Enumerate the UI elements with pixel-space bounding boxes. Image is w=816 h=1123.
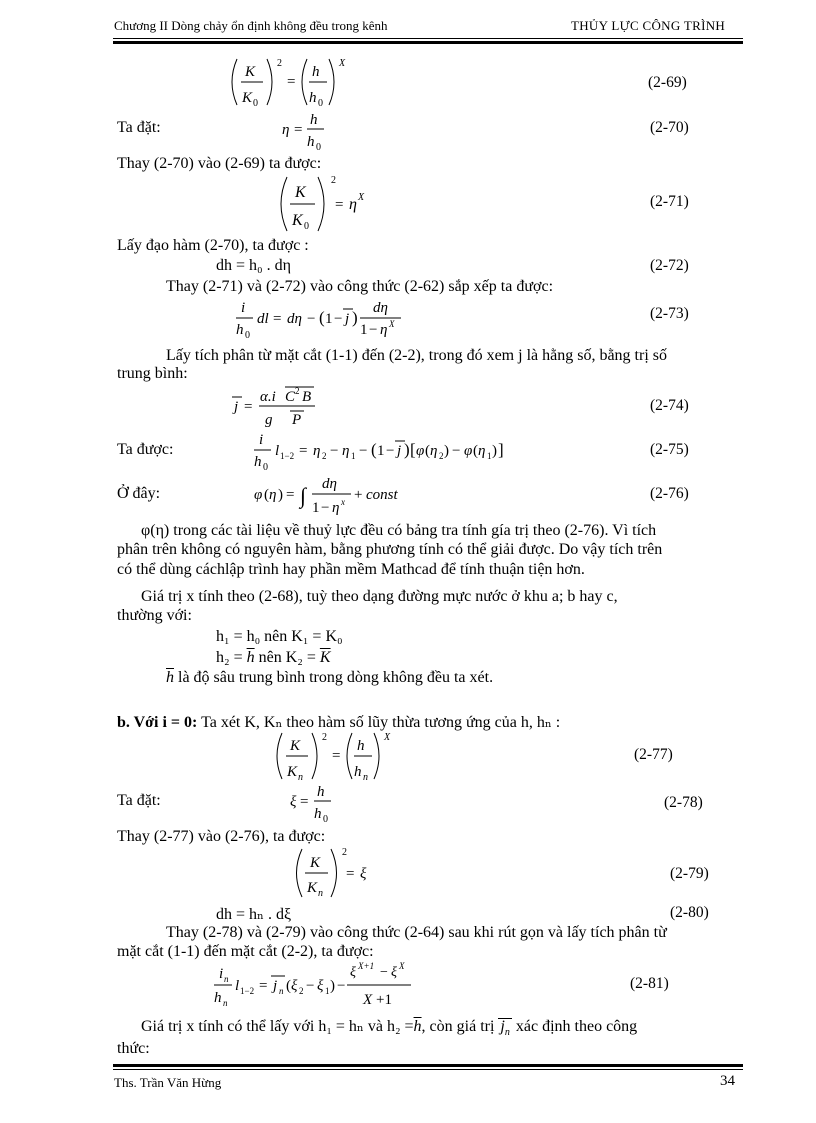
equation-2-73 bbox=[235, 296, 435, 340]
svg-text:dη: dη bbox=[287, 311, 302, 327]
svg-text:h: h bbox=[310, 112, 318, 128]
svg-text:=: = bbox=[259, 978, 268, 994]
svg-text:n: n bbox=[279, 986, 284, 996]
equation-2-77 bbox=[270, 728, 400, 784]
text-line: Thay (2-77) vào (2-76), ta được: bbox=[117, 828, 326, 845]
svg-text:i: i bbox=[259, 432, 264, 448]
svg-text:h: h bbox=[317, 784, 325, 800]
svg-text:n: n bbox=[224, 974, 229, 984]
svg-text:η: η bbox=[478, 443, 486, 459]
svg-text:=: = bbox=[335, 197, 344, 213]
svg-text:(: ( bbox=[425, 443, 430, 459]
svg-text:=: = bbox=[244, 399, 253, 415]
text-line: Thay (2-71) và (2-72) vào công thức (2-62) sắp xếp ta được: bbox=[166, 278, 554, 295]
svg-text:g: g bbox=[265, 412, 273, 428]
paragraph-line: phân trên không có nguyên hàm, bằng phương tính có thể giải được. Do vậy tích trên bbox=[117, 541, 663, 558]
svg-text:0: 0 bbox=[316, 142, 321, 153]
svg-text:h: h bbox=[357, 738, 365, 754]
svg-text:): ) bbox=[352, 308, 358, 327]
case-line-2 bbox=[216, 649, 331, 667]
header-rule-thick bbox=[113, 41, 743, 44]
svg-text:−: − bbox=[330, 443, 339, 459]
svg-text:2: 2 bbox=[342, 847, 347, 858]
svg-text:X: X bbox=[358, 192, 365, 203]
svg-text:n: n bbox=[318, 888, 323, 899]
svg-text:x: x bbox=[341, 497, 345, 507]
ta-dat-label: Ta đặt: bbox=[117, 792, 161, 809]
header-chapter-title: Chương II Dòng chảy ổn định không đều trong kênh bbox=[114, 18, 388, 33]
svg-text:h: h bbox=[254, 454, 262, 470]
paragraph-line: Giá trị x tính theo (2-68), tuỳ theo dạng đường mực nước ở khu a; b hay c, bbox=[141, 588, 618, 605]
svg-text:η: η bbox=[313, 443, 321, 459]
svg-text:n: n bbox=[223, 998, 228, 1008]
svg-text:): ) bbox=[278, 487, 283, 503]
svg-text:η: η bbox=[332, 500, 340, 516]
eq-number-2-72: (2-72) bbox=[650, 257, 689, 274]
svg-text:1: 1 bbox=[377, 443, 385, 459]
svg-text:K: K bbox=[310, 855, 321, 871]
svg-text:2: 2 bbox=[331, 175, 336, 186]
svg-text:X: X bbox=[384, 732, 391, 743]
text-line: Thay (2-70) vào (2-69) ta được: bbox=[117, 155, 322, 172]
case-2-lhs: h₂ = bbox=[216, 649, 247, 666]
svg-text:X: X bbox=[389, 319, 395, 329]
text-line: Lấy đạo hàm (2-70), ta được : bbox=[117, 237, 309, 254]
svg-text:h: h bbox=[314, 806, 322, 822]
svg-text:=: = bbox=[346, 866, 355, 882]
svg-text:1: 1 bbox=[312, 500, 320, 516]
h-bar-symbol: $\overline{h}$ bbox=[166, 669, 174, 686]
svg-text:0: 0 bbox=[318, 98, 323, 109]
text-line: Lấy tích phân từ mặt cắt (1-1) đến (2-2), trong đó xem j là hằng số, bằng trị số bbox=[166, 347, 667, 364]
svg-text:−: − bbox=[307, 311, 316, 327]
svg-text:(: ( bbox=[371, 440, 377, 459]
svg-text:h: h bbox=[309, 90, 317, 106]
header-book-title: THỦY LỰC CÔNG TRÌNH bbox=[571, 18, 726, 33]
eq-number-2-78: (2-78) bbox=[664, 794, 703, 811]
svg-text:h: h bbox=[236, 322, 244, 338]
svg-text:K: K bbox=[307, 880, 318, 896]
footer-rule-thin bbox=[113, 1069, 743, 1070]
svg-text:j: j bbox=[234, 399, 239, 415]
equation-2-81 bbox=[213, 960, 423, 1010]
svg-text:−: − bbox=[452, 443, 461, 459]
svg-text:φ: φ bbox=[254, 487, 263, 503]
svg-text:1: 1 bbox=[351, 451, 356, 461]
svg-text:j: j bbox=[273, 978, 278, 994]
svg-text:0: 0 bbox=[304, 221, 309, 232]
svg-text:η: η bbox=[430, 443, 438, 459]
svg-text:h: h bbox=[354, 764, 362, 780]
eq-number-2-69: (2-69) bbox=[648, 74, 687, 91]
svg-text:): ) bbox=[330, 978, 335, 994]
svg-text:const: const bbox=[366, 487, 398, 503]
svg-text:∫: ∫ bbox=[300, 483, 307, 508]
svg-text:2: 2 bbox=[295, 386, 300, 396]
eq-number-2-74: (2-74) bbox=[650, 397, 689, 414]
svg-text:2: 2 bbox=[322, 451, 327, 461]
hbar-note bbox=[166, 669, 493, 687]
svg-text:=: = bbox=[299, 443, 308, 459]
svg-text:1−2: 1−2 bbox=[240, 986, 255, 996]
equation-2-78 bbox=[288, 778, 338, 828]
svg-text:(: ( bbox=[264, 487, 269, 503]
svg-text:φ: φ bbox=[464, 443, 473, 459]
svg-text:−: − bbox=[386, 443, 395, 459]
svg-text:B: B bbox=[302, 389, 312, 405]
svg-text:1−2: 1−2 bbox=[280, 451, 295, 461]
last-line-part-3: xác định theo công bbox=[511, 1018, 638, 1035]
svg-text:i: i bbox=[219, 966, 224, 982]
jn-bar-symbol: $j_n$ bbox=[500, 1018, 510, 1039]
section-b-title: b. Với i = 0: bbox=[117, 714, 198, 731]
svg-text:0: 0 bbox=[263, 462, 268, 473]
svg-text:K: K bbox=[287, 764, 298, 780]
svg-text:−: − bbox=[380, 965, 388, 980]
svg-text:η: η bbox=[342, 443, 350, 459]
svg-text:−: − bbox=[306, 978, 315, 994]
eq-number-2-75: (2-75) bbox=[650, 441, 689, 458]
equation-2-70 bbox=[280, 106, 330, 156]
svg-text:(: ( bbox=[473, 443, 478, 459]
eq-number-2-70: (2-70) bbox=[650, 119, 689, 136]
o-day-label: Ở đây: bbox=[117, 485, 161, 502]
paragraph-line: thức: bbox=[117, 1040, 150, 1057]
svg-text:=: = bbox=[300, 794, 309, 810]
h-bar-symbol: $\overline{h}$ bbox=[246, 649, 255, 666]
eq-number-2-73: (2-73) bbox=[650, 305, 689, 322]
svg-text:1: 1 bbox=[325, 986, 330, 996]
svg-text:[: [ bbox=[410, 440, 416, 459]
svg-text:=: = bbox=[294, 122, 303, 138]
page-number: 34 bbox=[720, 1073, 735, 1089]
svg-text:=: = bbox=[332, 748, 341, 764]
svg-text:η: η bbox=[380, 322, 388, 338]
equation-2-75 bbox=[253, 428, 523, 474]
hbar-note-text: là độ sâu trung bình trong dòng không đều ta xét. bbox=[174, 669, 494, 686]
text-line: trung bình: bbox=[117, 365, 188, 382]
svg-text:): ) bbox=[444, 443, 449, 459]
svg-text:−: − bbox=[321, 500, 330, 516]
svg-text:X: X bbox=[399, 961, 405, 971]
eq-number-2-79: (2-79) bbox=[670, 865, 709, 882]
svg-text:h: h bbox=[214, 990, 222, 1006]
h-bar-symbol: $\overline{h}$ bbox=[413, 1018, 422, 1035]
equation-2-79 bbox=[290, 844, 370, 902]
svg-text:n: n bbox=[363, 772, 368, 783]
svg-text:h: h bbox=[307, 134, 315, 150]
svg-text:): ) bbox=[404, 440, 410, 459]
paragraph-line bbox=[141, 1016, 637, 1040]
last-line-part-1: Giá trị x tính có thể lấy với h₁ = hₙ và h₂ = bbox=[141, 1018, 414, 1035]
paragraph-line: φ(η) trong các tài liệu về thuỷ lực đều có bảng tra tính gía trị theo (2-76). Vì tích bbox=[141, 522, 657, 539]
svg-text:η: η bbox=[349, 196, 357, 213]
svg-text:n: n bbox=[298, 772, 303, 783]
svg-text:dl: dl bbox=[257, 311, 269, 327]
svg-text:C: C bbox=[285, 389, 296, 405]
svg-text:ξ: ξ bbox=[317, 978, 324, 994]
paragraph-line: Thay (2-78) và (2-79) vào công thức (2-64) sau khi rút gọn và lấy tích phân từ bbox=[166, 924, 667, 941]
equation-2-76 bbox=[254, 470, 424, 518]
svg-text:X: X bbox=[363, 992, 373, 1008]
footer-author: Ths. Trần Văn Hừng bbox=[114, 1075, 222, 1090]
svg-text:2: 2 bbox=[322, 732, 327, 743]
svg-text:j: j bbox=[397, 443, 402, 459]
svg-text:η: η bbox=[282, 122, 290, 138]
svg-text:2: 2 bbox=[299, 986, 304, 996]
eq-number-2-77: (2-77) bbox=[634, 746, 673, 763]
svg-text:K: K bbox=[292, 212, 303, 229]
svg-text:l: l bbox=[275, 443, 280, 459]
k-bar-symbol: $\overline{K}$ bbox=[319, 649, 331, 666]
svg-text:i: i bbox=[241, 300, 246, 316]
svg-text:(: ( bbox=[319, 308, 325, 327]
paragraph-line: có thể dùng cáchlập trình hay phần mềm Mathcad để tính thuận tiện hơn. bbox=[117, 561, 585, 578]
paragraph-line: mặt cắt (1-1) đến mặt cắt (2-2), ta được: bbox=[117, 943, 374, 960]
equation-2-80: dh = hₙ . dξ bbox=[216, 906, 292, 923]
svg-text:X: X bbox=[339, 58, 346, 69]
svg-text:]: ] bbox=[498, 440, 504, 459]
svg-text:1: 1 bbox=[487, 451, 492, 461]
svg-text:−: − bbox=[334, 311, 343, 327]
svg-text:ξ: ξ bbox=[360, 866, 367, 882]
svg-text:=: = bbox=[287, 74, 296, 90]
svg-text:0: 0 bbox=[323, 814, 328, 825]
svg-text:K: K bbox=[290, 738, 301, 754]
svg-text:h: h bbox=[312, 64, 320, 80]
case-2-mid: nên K₂ = bbox=[254, 649, 320, 666]
equation-2-69 bbox=[225, 54, 355, 110]
svg-text:α.i: α.i bbox=[260, 389, 276, 405]
svg-text:ξ: ξ bbox=[290, 794, 297, 810]
last-line-part-2: , còn giá trị bbox=[421, 1018, 495, 1035]
svg-text:1: 1 bbox=[360, 322, 368, 338]
eq-number-2-76: (2-76) bbox=[650, 485, 689, 502]
svg-text:0: 0 bbox=[253, 98, 258, 109]
svg-text:l: l bbox=[235, 978, 240, 994]
section-b-text: Ta xét K, Kₙ theo hàm số lũy thừa tương ứng của h, hₙ : bbox=[197, 714, 561, 731]
svg-text:ξ: ξ bbox=[391, 965, 397, 980]
svg-text:2: 2 bbox=[277, 58, 282, 69]
svg-text:K: K bbox=[242, 90, 253, 106]
svg-text:η: η bbox=[269, 487, 277, 503]
svg-text:+: + bbox=[354, 487, 363, 503]
eq-number-2-81: (2-81) bbox=[630, 975, 669, 992]
svg-text:+1: +1 bbox=[376, 992, 392, 1008]
ta-duoc-label: Ta được: bbox=[117, 441, 174, 458]
svg-text:2: 2 bbox=[439, 451, 444, 461]
svg-text:0: 0 bbox=[245, 330, 250, 340]
svg-text:K: K bbox=[295, 184, 306, 201]
eq-number-2-80: (2-80) bbox=[670, 904, 709, 921]
svg-text:dη: dη bbox=[373, 300, 388, 316]
eq-number-2-71: (2-71) bbox=[650, 193, 689, 210]
svg-text:X+1: X+1 bbox=[358, 961, 375, 971]
svg-text:ξ: ξ bbox=[350, 965, 356, 980]
case-line-1: h₁ = h₀ nên K₁ = K₀ bbox=[216, 628, 343, 645]
svg-text:(: ( bbox=[286, 978, 291, 994]
header-rule-thin bbox=[113, 38, 743, 39]
svg-text:=: = bbox=[286, 487, 295, 503]
equation-2-74 bbox=[232, 383, 332, 429]
equation-2-72: dh = h₀ . dη bbox=[216, 257, 291, 274]
svg-text:K: K bbox=[245, 64, 256, 80]
equation-2-71 bbox=[275, 172, 375, 236]
svg-text:ξ: ξ bbox=[291, 978, 298, 994]
svg-text:−: − bbox=[369, 322, 378, 338]
svg-text:): ) bbox=[492, 443, 497, 459]
svg-text:1: 1 bbox=[325, 311, 333, 327]
svg-text:φ: φ bbox=[416, 443, 425, 459]
ta-dat-label: Ta đặt: bbox=[117, 119, 161, 136]
paragraph-line: thường với: bbox=[117, 607, 192, 624]
footer-rule-thick bbox=[113, 1064, 743, 1067]
svg-text:−: − bbox=[337, 978, 346, 994]
svg-text:dη: dη bbox=[322, 476, 337, 492]
svg-text:P: P bbox=[292, 412, 302, 428]
svg-text:=: = bbox=[273, 311, 282, 327]
svg-text:−: − bbox=[359, 443, 368, 459]
svg-text:j: j bbox=[345, 311, 350, 327]
